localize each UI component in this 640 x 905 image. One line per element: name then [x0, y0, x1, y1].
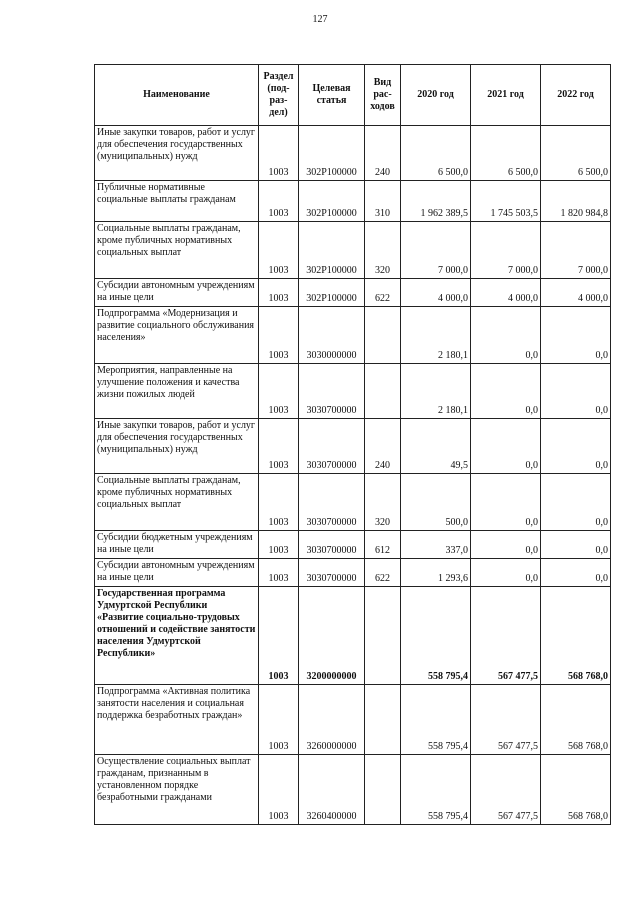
cell-target: 302Р100000 — [299, 181, 365, 222]
cell-2020: 558 795,4 — [401, 685, 471, 755]
table-row — [95, 279, 611, 307]
cell-target: 3030700000 — [299, 364, 365, 419]
cell-section: 1003 — [259, 531, 299, 559]
cell-target: 3030000000 — [299, 307, 365, 364]
cell-2020: 2 180,1 — [401, 307, 471, 364]
header-name: Наименование — [95, 65, 259, 126]
cell-2022: 0,0 — [541, 531, 611, 559]
cell-section: 1003 — [259, 181, 299, 222]
cell-target: 3260000000 — [299, 685, 365, 755]
cell-2021: 7 000,0 — [471, 222, 541, 279]
cell-target: 302Р100000 — [299, 222, 365, 279]
header-2020: 2020 год — [401, 65, 471, 126]
cell-name: Иные закупки товаров, работ и услуг для обеспечения государственных (муниципальных) нужд — [95, 419, 259, 474]
cell-name: Государственная программа Удмуртской Республики «Развитие социально-трудовых отношений и содействие занятости населения Удмуртской Республики» — [95, 587, 259, 685]
cell-section: 1003 — [259, 307, 299, 364]
cell-target: 3030700000 — [299, 531, 365, 559]
table-row — [95, 126, 611, 181]
cell-2021: 0,0 — [471, 531, 541, 559]
cell-name: Иные закупки товаров, работ и услуг для обеспечения государственных (муниципальных) нужд — [95, 126, 259, 181]
cell-2020: 337,0 — [401, 531, 471, 559]
table-row — [95, 531, 611, 559]
cell-kind — [365, 685, 401, 755]
table-row — [95, 364, 611, 419]
cell-section: 1003 — [259, 685, 299, 755]
cell-2020: 6 500,0 — [401, 126, 471, 181]
cell-kind: 612 — [365, 531, 401, 559]
table-header-row — [95, 65, 611, 126]
cell-section: 1003 — [259, 222, 299, 279]
cell-section: 1003 — [259, 559, 299, 587]
cell-target: 3260400000 — [299, 755, 365, 825]
table-row — [95, 222, 611, 279]
cell-2021: 567 477,5 — [471, 755, 541, 825]
cell-2022: 0,0 — [541, 419, 611, 474]
page-number: 127 — [312, 14, 328, 25]
cell-section: 1003 — [259, 474, 299, 531]
cell-2020: 1 962 389,5 — [401, 181, 471, 222]
cell-kind: 622 — [365, 279, 401, 307]
cell-kind: 240 — [365, 419, 401, 474]
cell-name: Мероприятия, направленные на улучшение положения и качества жизни пожилых людей — [95, 364, 259, 419]
cell-2022: 0,0 — [541, 307, 611, 364]
cell-2022: 1 820 984,8 — [541, 181, 611, 222]
cell-2022: 0,0 — [541, 559, 611, 587]
cell-kind: 240 — [365, 126, 401, 181]
cell-2020: 7 000,0 — [401, 222, 471, 279]
cell-2022: 6 500,0 — [541, 126, 611, 181]
cell-2022: 7 000,0 — [541, 222, 611, 279]
header-section: Раздел (под- раз- дел) — [259, 65, 299, 126]
table-row — [95, 181, 611, 222]
cell-section: 1003 — [259, 755, 299, 825]
cell-kind — [365, 755, 401, 825]
table-row — [95, 307, 611, 364]
table-row — [95, 474, 611, 531]
cell-name: Субсидии автономным учреждениям на иные цели — [95, 559, 259, 587]
cell-kind: 320 — [365, 222, 401, 279]
cell-2022: 568 768,0 — [541, 587, 611, 685]
table-row — [95, 559, 611, 587]
cell-2021: 0,0 — [471, 474, 541, 531]
cell-name: Публичные нормативные социальные выплаты гражданам — [95, 181, 259, 222]
cell-kind: 310 — [365, 181, 401, 222]
cell-2022: 0,0 — [541, 364, 611, 419]
cell-name: Субсидии автономным учреждениям на иные цели — [95, 279, 259, 307]
cell-target: 3200000000 — [299, 587, 365, 685]
cell-2021: 4 000,0 — [471, 279, 541, 307]
cell-name: Подпрограмма «Модернизация и развитие социального обслуживания населения» — [95, 307, 259, 364]
cell-kind: 320 — [365, 474, 401, 531]
cell-2020: 2 180,1 — [401, 364, 471, 419]
cell-2021: 0,0 — [471, 307, 541, 364]
cell-target: 302Р100000 — [299, 126, 365, 181]
cell-2020: 4 000,0 — [401, 279, 471, 307]
cell-2020: 500,0 — [401, 474, 471, 531]
cell-2020: 558 795,4 — [401, 755, 471, 825]
cell-target: 3030700000 — [299, 559, 365, 587]
cell-2021: 567 477,5 — [471, 685, 541, 755]
header-expense-kind: Вид рас- ходов — [365, 65, 401, 126]
cell-2021: 6 500,0 — [471, 126, 541, 181]
cell-kind — [365, 307, 401, 364]
cell-section: 1003 — [259, 279, 299, 307]
budget-table — [94, 64, 611, 825]
cell-name: Осуществление социальных выплат гражданам, признанным в установленном порядке безработными гражданами — [95, 755, 259, 825]
cell-2021: 0,0 — [471, 364, 541, 419]
cell-section: 1003 — [259, 364, 299, 419]
header-2021: 2021 год — [471, 65, 541, 126]
table-row — [95, 755, 611, 825]
cell-target: 3030700000 — [299, 419, 365, 474]
cell-section: 1003 — [259, 126, 299, 181]
cell-target: 302Р100000 — [299, 279, 365, 307]
table-row — [95, 419, 611, 474]
cell-target: 3030700000 — [299, 474, 365, 531]
cell-2020: 1 293,6 — [401, 559, 471, 587]
cell-section: 1003 — [259, 587, 299, 685]
cell-2020: 558 795,4 — [401, 587, 471, 685]
cell-kind: 622 — [365, 559, 401, 587]
cell-2022: 568 768,0 — [541, 755, 611, 825]
cell-name: Социальные выплаты гражданам, кроме публичных нормативных социальных выплат — [95, 474, 259, 531]
header-target-article: Целевая статья — [299, 65, 365, 126]
cell-name: Социальные выплаты гражданам, кроме публичных нормативных социальных выплат — [95, 222, 259, 279]
table-row — [95, 587, 611, 685]
cell-2022: 4 000,0 — [541, 279, 611, 307]
header-2022: 2022 год — [541, 65, 611, 126]
cell-kind — [365, 364, 401, 419]
table-row — [95, 685, 611, 755]
cell-2021: 567 477,5 — [471, 587, 541, 685]
cell-2022: 0,0 — [541, 474, 611, 531]
cell-name: Субсидии бюджетным учреждениям на иные цели — [95, 531, 259, 559]
cell-2021: 0,0 — [471, 419, 541, 474]
cell-kind — [365, 587, 401, 685]
cell-name: Подпрограмма «Активная политика занятости населения и социальная поддержка безработных граждан» — [95, 685, 259, 755]
cell-2021: 1 745 503,5 — [471, 181, 541, 222]
cell-2020: 49,5 — [401, 419, 471, 474]
cell-2022: 568 768,0 — [541, 685, 611, 755]
cell-2021: 0,0 — [471, 559, 541, 587]
cell-section: 1003 — [259, 419, 299, 474]
